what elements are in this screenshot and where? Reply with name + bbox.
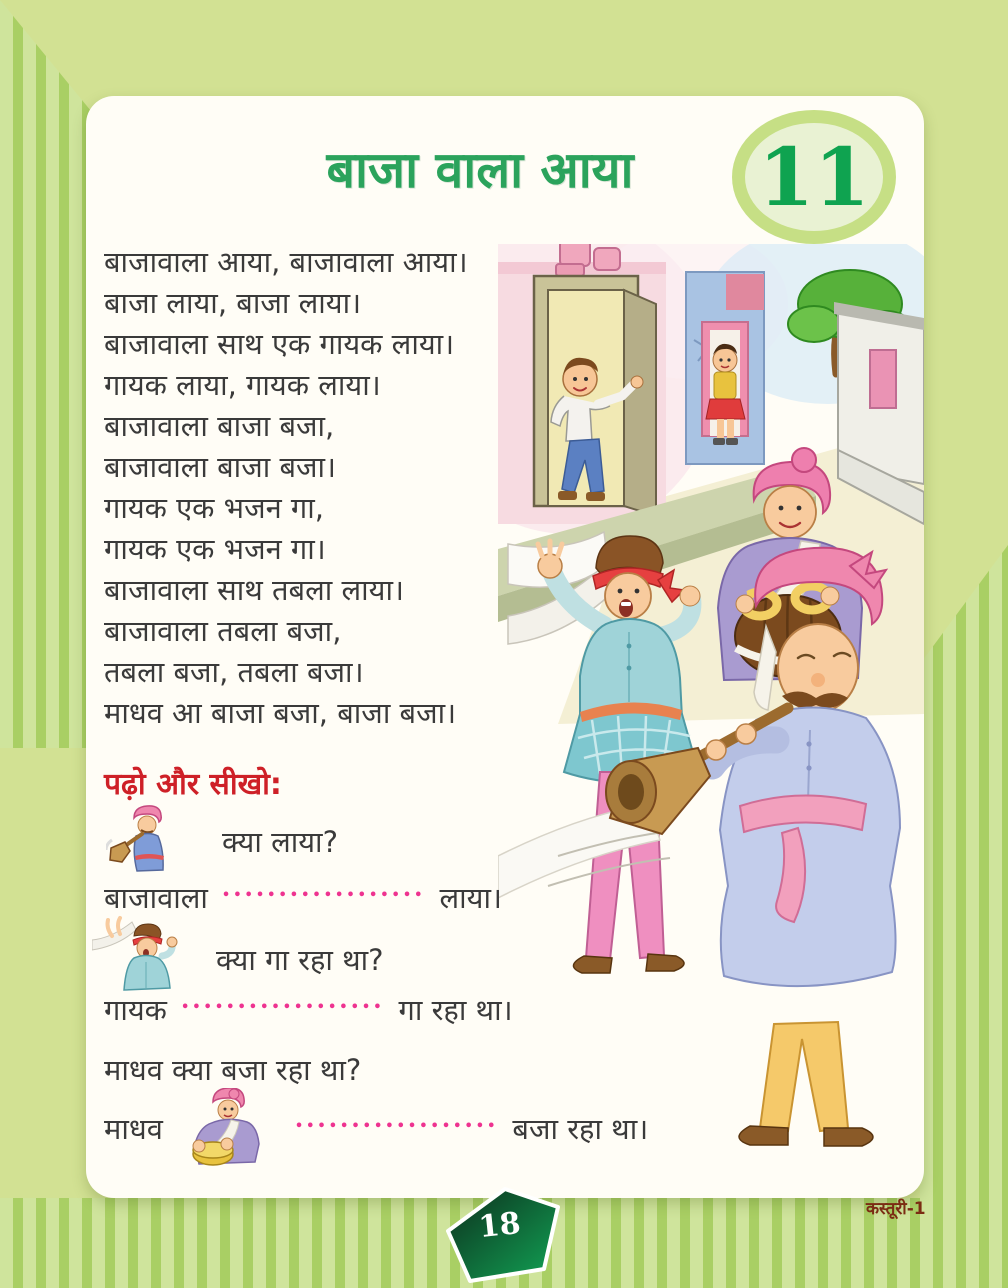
- book-label: कस्तूरी-1: [866, 1199, 926, 1219]
- exercise-heading: पढ़ो और सीखो:: [104, 767, 282, 802]
- answer-2-suffix: गा रहा था।: [398, 993, 513, 1027]
- poem-line: बाजावाला साथ एक गायक लाया।: [104, 327, 455, 361]
- pink-house: [498, 244, 666, 524]
- question-3: माधव क्या बजा रहा था?: [104, 1053, 362, 1087]
- bajawala-icon: [106, 804, 180, 874]
- question-1: क्या लाया?: [222, 825, 338, 859]
- page-number: 18: [477, 1205, 523, 1246]
- lesson-title: बाजा वाला आया: [326, 141, 634, 199]
- tabla-player-icon: [177, 1088, 281, 1168]
- answer-3-prefix: माधव: [104, 1111, 163, 1146]
- poem-line: माधव आ बाजा बजा, बाजा बजा।: [104, 696, 457, 730]
- right-stripe-band: [920, 545, 1008, 1288]
- answer-2-prefix: गायक: [104, 993, 167, 1027]
- page-number-marker: [432, 1183, 562, 1287]
- poem-line: गायक एक भजन गा।: [104, 532, 326, 566]
- poem-line: गायक लाया, गायक लाया।: [104, 368, 381, 402]
- lesson-number-badge: [732, 110, 896, 244]
- answer-2: [104, 990, 513, 1029]
- singer-icon: [92, 914, 192, 1002]
- street-music-scene-illustration: [498, 244, 924, 1184]
- poem-line: बाजावाला आया, बाजावाला आया।: [104, 245, 468, 279]
- question-2: क्या गा रहा था?: [216, 943, 384, 977]
- poem-line: बाजावाला बाजा बजा,: [104, 409, 335, 443]
- answer-2-blank[interactable]: ••••••••••••••••••: [180, 1000, 385, 1015]
- answer-3-blank[interactable]: ••••••••••••••••••: [294, 1118, 499, 1134]
- answer-1-blank[interactable]: ••••••••••••••••••: [221, 888, 426, 903]
- poem-line: बाजा लाया, बाजा लाया।: [104, 286, 362, 320]
- poem-line: तबला बजा, तबला बजा।: [104, 655, 364, 689]
- blue-house: [686, 272, 764, 464]
- answer-3: [104, 1088, 648, 1168]
- left-stripe-band: [0, 0, 92, 748]
- answer-1-prefix: बाजावाला: [104, 881, 208, 915]
- poem-line: बाजावाला साथ तबला लाया।: [104, 573, 404, 607]
- poem-line: गायक एक भजन गा,: [104, 491, 324, 525]
- poem: [104, 242, 468, 734]
- lesson-number: 11: [758, 130, 870, 224]
- answer-1: [104, 878, 502, 917]
- badge-inner: [745, 123, 883, 231]
- answer-1-suffix: लाया।: [439, 881, 502, 915]
- poem-line: बाजावाला बाजा बजा।: [104, 450, 337, 484]
- poem-line: बाजावाला तबला बजा,: [104, 614, 342, 648]
- answer-3-suffix: बजा रहा था।: [512, 1111, 649, 1146]
